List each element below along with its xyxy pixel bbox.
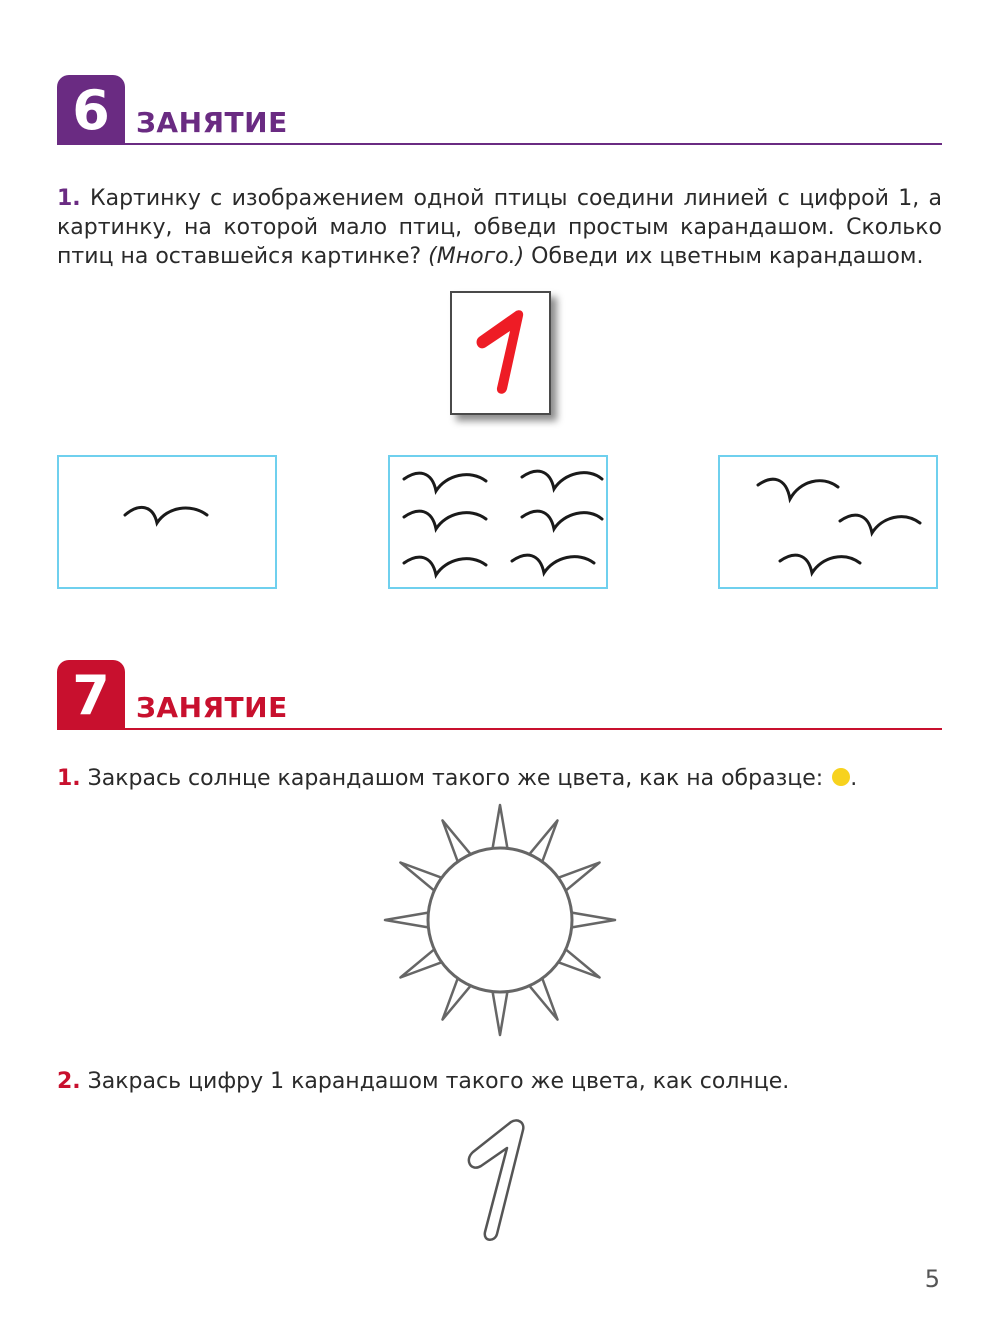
sun-ray bbox=[492, 988, 508, 1035]
lesson-7-task-2 bbox=[57, 1067, 942, 1096]
lesson-6-task-1 bbox=[57, 184, 942, 271]
sun-outline[interactable] bbox=[380, 800, 620, 1040]
task-number: 2. bbox=[57, 1069, 81, 1094]
lesson-number-badge: 6 bbox=[57, 75, 125, 145]
lesson-7-header bbox=[57, 660, 942, 730]
birds-icon bbox=[720, 457, 940, 591]
sun-ray bbox=[568, 912, 615, 928]
task-text-end: Обведи их цветным карандашом. bbox=[524, 244, 924, 269]
task-text: Закрась цифру 1 карандашом такого же цвета, как солнце. bbox=[80, 1069, 790, 1094]
lesson-6-header bbox=[57, 75, 942, 145]
picture-three-birds[interactable] bbox=[718, 455, 938, 589]
lesson-title: ЗАНЯТИЕ bbox=[136, 106, 288, 139]
task-text: Закрась солнце карандашом такого же цвета, как на образце: bbox=[80, 766, 831, 791]
task-number: 1. bbox=[57, 186, 81, 211]
lesson-7-task-1 bbox=[57, 764, 942, 793]
header-rule bbox=[57, 143, 942, 145]
bird-icon bbox=[59, 457, 279, 591]
task-answer: (Много.) bbox=[428, 244, 525, 269]
task-number: 1. bbox=[57, 766, 81, 791]
task-text-end: . bbox=[850, 766, 858, 791]
picture-many-birds[interactable] bbox=[388, 455, 608, 589]
lesson-title: ЗАНЯТИЕ bbox=[136, 691, 288, 724]
sun-ray bbox=[385, 912, 432, 928]
sun-ray bbox=[492, 805, 508, 852]
digit-card[interactable] bbox=[450, 291, 551, 415]
birds-icon bbox=[390, 457, 610, 591]
yellow-sample-dot bbox=[832, 768, 850, 786]
header-rule bbox=[57, 728, 942, 730]
lesson-number-badge: 7 bbox=[57, 660, 125, 730]
picture-one-bird[interactable] bbox=[57, 455, 277, 589]
digit-one-red bbox=[452, 293, 549, 413]
digit-one-outline[interactable] bbox=[455, 1110, 535, 1250]
task-text: Картинку с изображением одной птицы соедини линией с цифрой 1, а картинку, на которой мало птиц, обведи простым карандашом. Сколько птиц на оставшейся картинке? bbox=[57, 186, 942, 269]
page-number: 5 bbox=[924, 1265, 940, 1293]
